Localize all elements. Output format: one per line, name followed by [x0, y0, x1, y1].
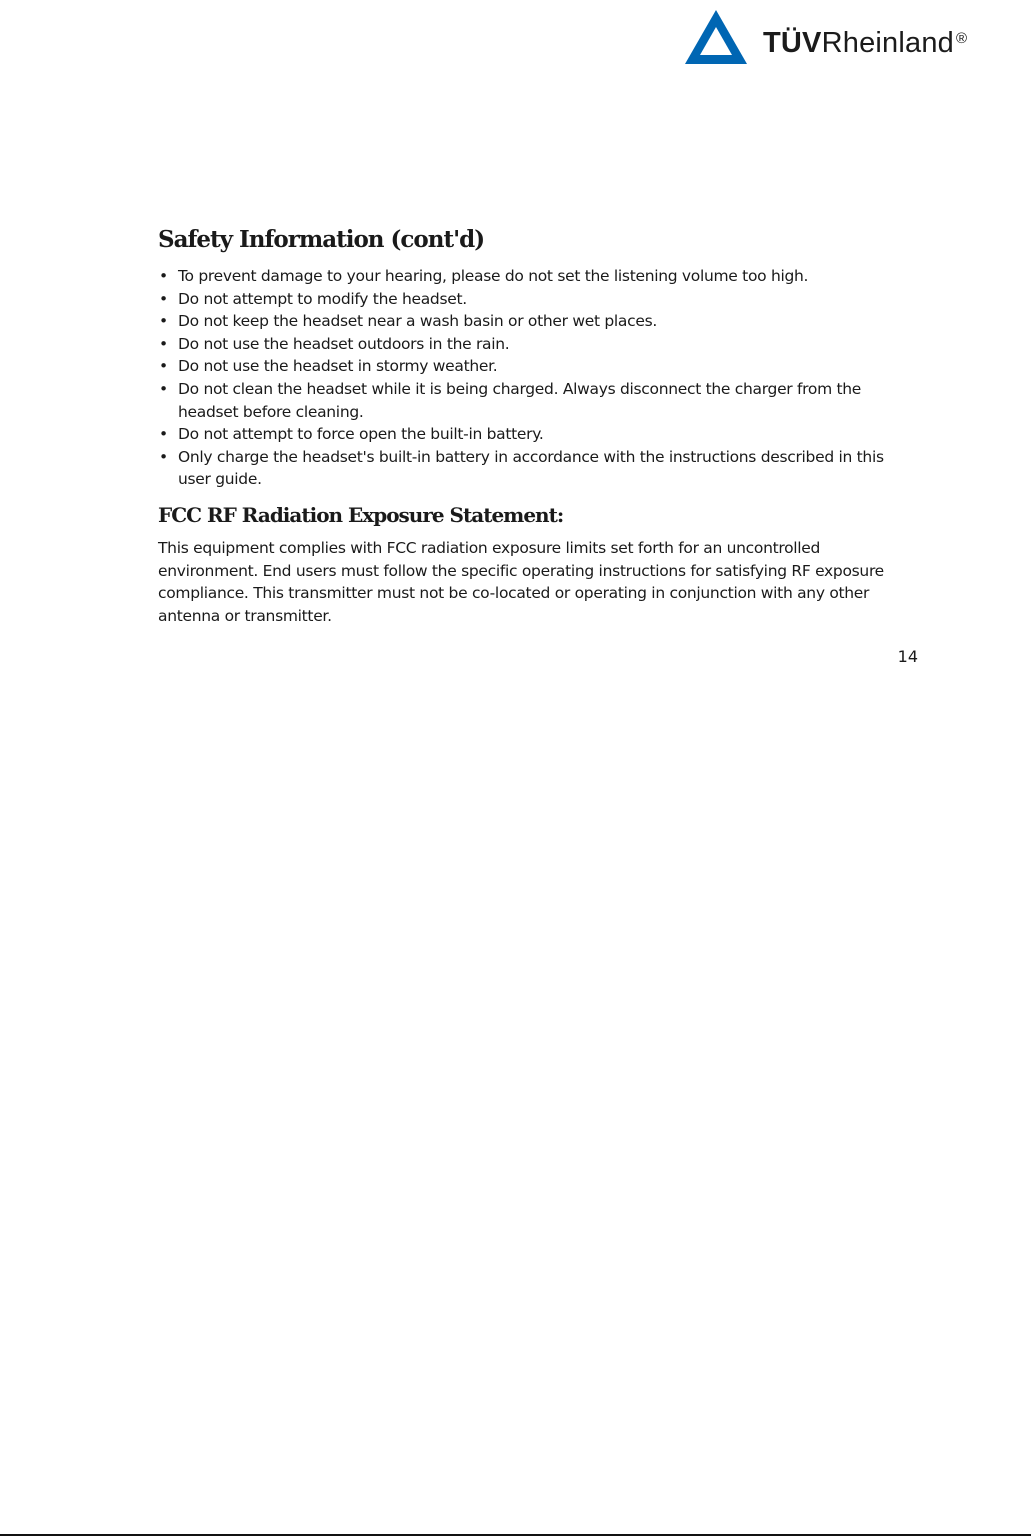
bullet-icon: • [159, 447, 168, 466]
safety-bullet-list [158, 265, 918, 491]
bullet-icon: • [159, 267, 168, 285]
safety-bullet-text: To prevent damage to your hearing, please do not set the listening volume too high. [178, 267, 809, 285]
safety-bullet-item [158, 378, 918, 423]
safety-bullet-item [158, 333, 918, 356]
safety-bullet-text: Do not keep the headset near a wash basin or other wet places. [178, 312, 657, 331]
safety-bullet-item [158, 288, 918, 311]
fcc-statement: This equipment complies with FCC radiation exposure limits set forth for an uncontrolled environment. End users must follow the specific operating instructions for satisfying RF exposure compliance. This transmitter must not be co-located or operating in conjunction with any other antenna or transmitter. [158, 538, 884, 625]
bullet-icon: • [159, 334, 168, 353]
bullet-icon: • [159, 357, 168, 376]
fcc-title: FCC RF Radiation Exposure Statement: [158, 502, 564, 527]
document-content [158, 223, 918, 627]
bullet-icon: • [159, 379, 168, 398]
safety-bullet-text: Do not attempt to force open the built-in battery. [178, 425, 544, 444]
safety-bullet-text: Do not use the headset in stormy weather. [178, 357, 498, 376]
safety-bullet-item [158, 310, 918, 333]
logo-text-regular: Rheinland [821, 27, 955, 59]
safety-bullet-text: Do not clean the headset while it is being charged. Always disconnect the charger from the headset before cleaning. [178, 379, 862, 421]
safety-bullet-item [158, 355, 918, 378]
bullet-icon: • [159, 312, 168, 331]
logo-text-bold: TÜV [763, 27, 822, 59]
safety-bullet-item [158, 423, 918, 446]
logo-wordmark [763, 28, 967, 58]
safety-title: Safety Information (cont'd) [158, 226, 485, 253]
bullet-icon: • [159, 289, 168, 308]
bullet-icon: • [159, 425, 168, 444]
tuv-rheinland-logo [683, 8, 1013, 68]
triangle-logo-icon [683, 8, 749, 68]
bottom-divider [0, 1534, 1031, 1536]
registered-mark: ® [956, 30, 968, 47]
safety-bullet-text: Do not use the headset outdoors in the rain. [178, 334, 510, 353]
safety-bullet-text: Only charge the headset's built-in battery in accordance with the instructions described in this user guide. [178, 447, 884, 489]
safety-bullet-text: Do not attempt to modify the headset. [178, 289, 467, 308]
safety-bullet-item [158, 265, 918, 288]
safety-bullet-item [158, 446, 918, 491]
page-number: 14 [897, 647, 918, 666]
